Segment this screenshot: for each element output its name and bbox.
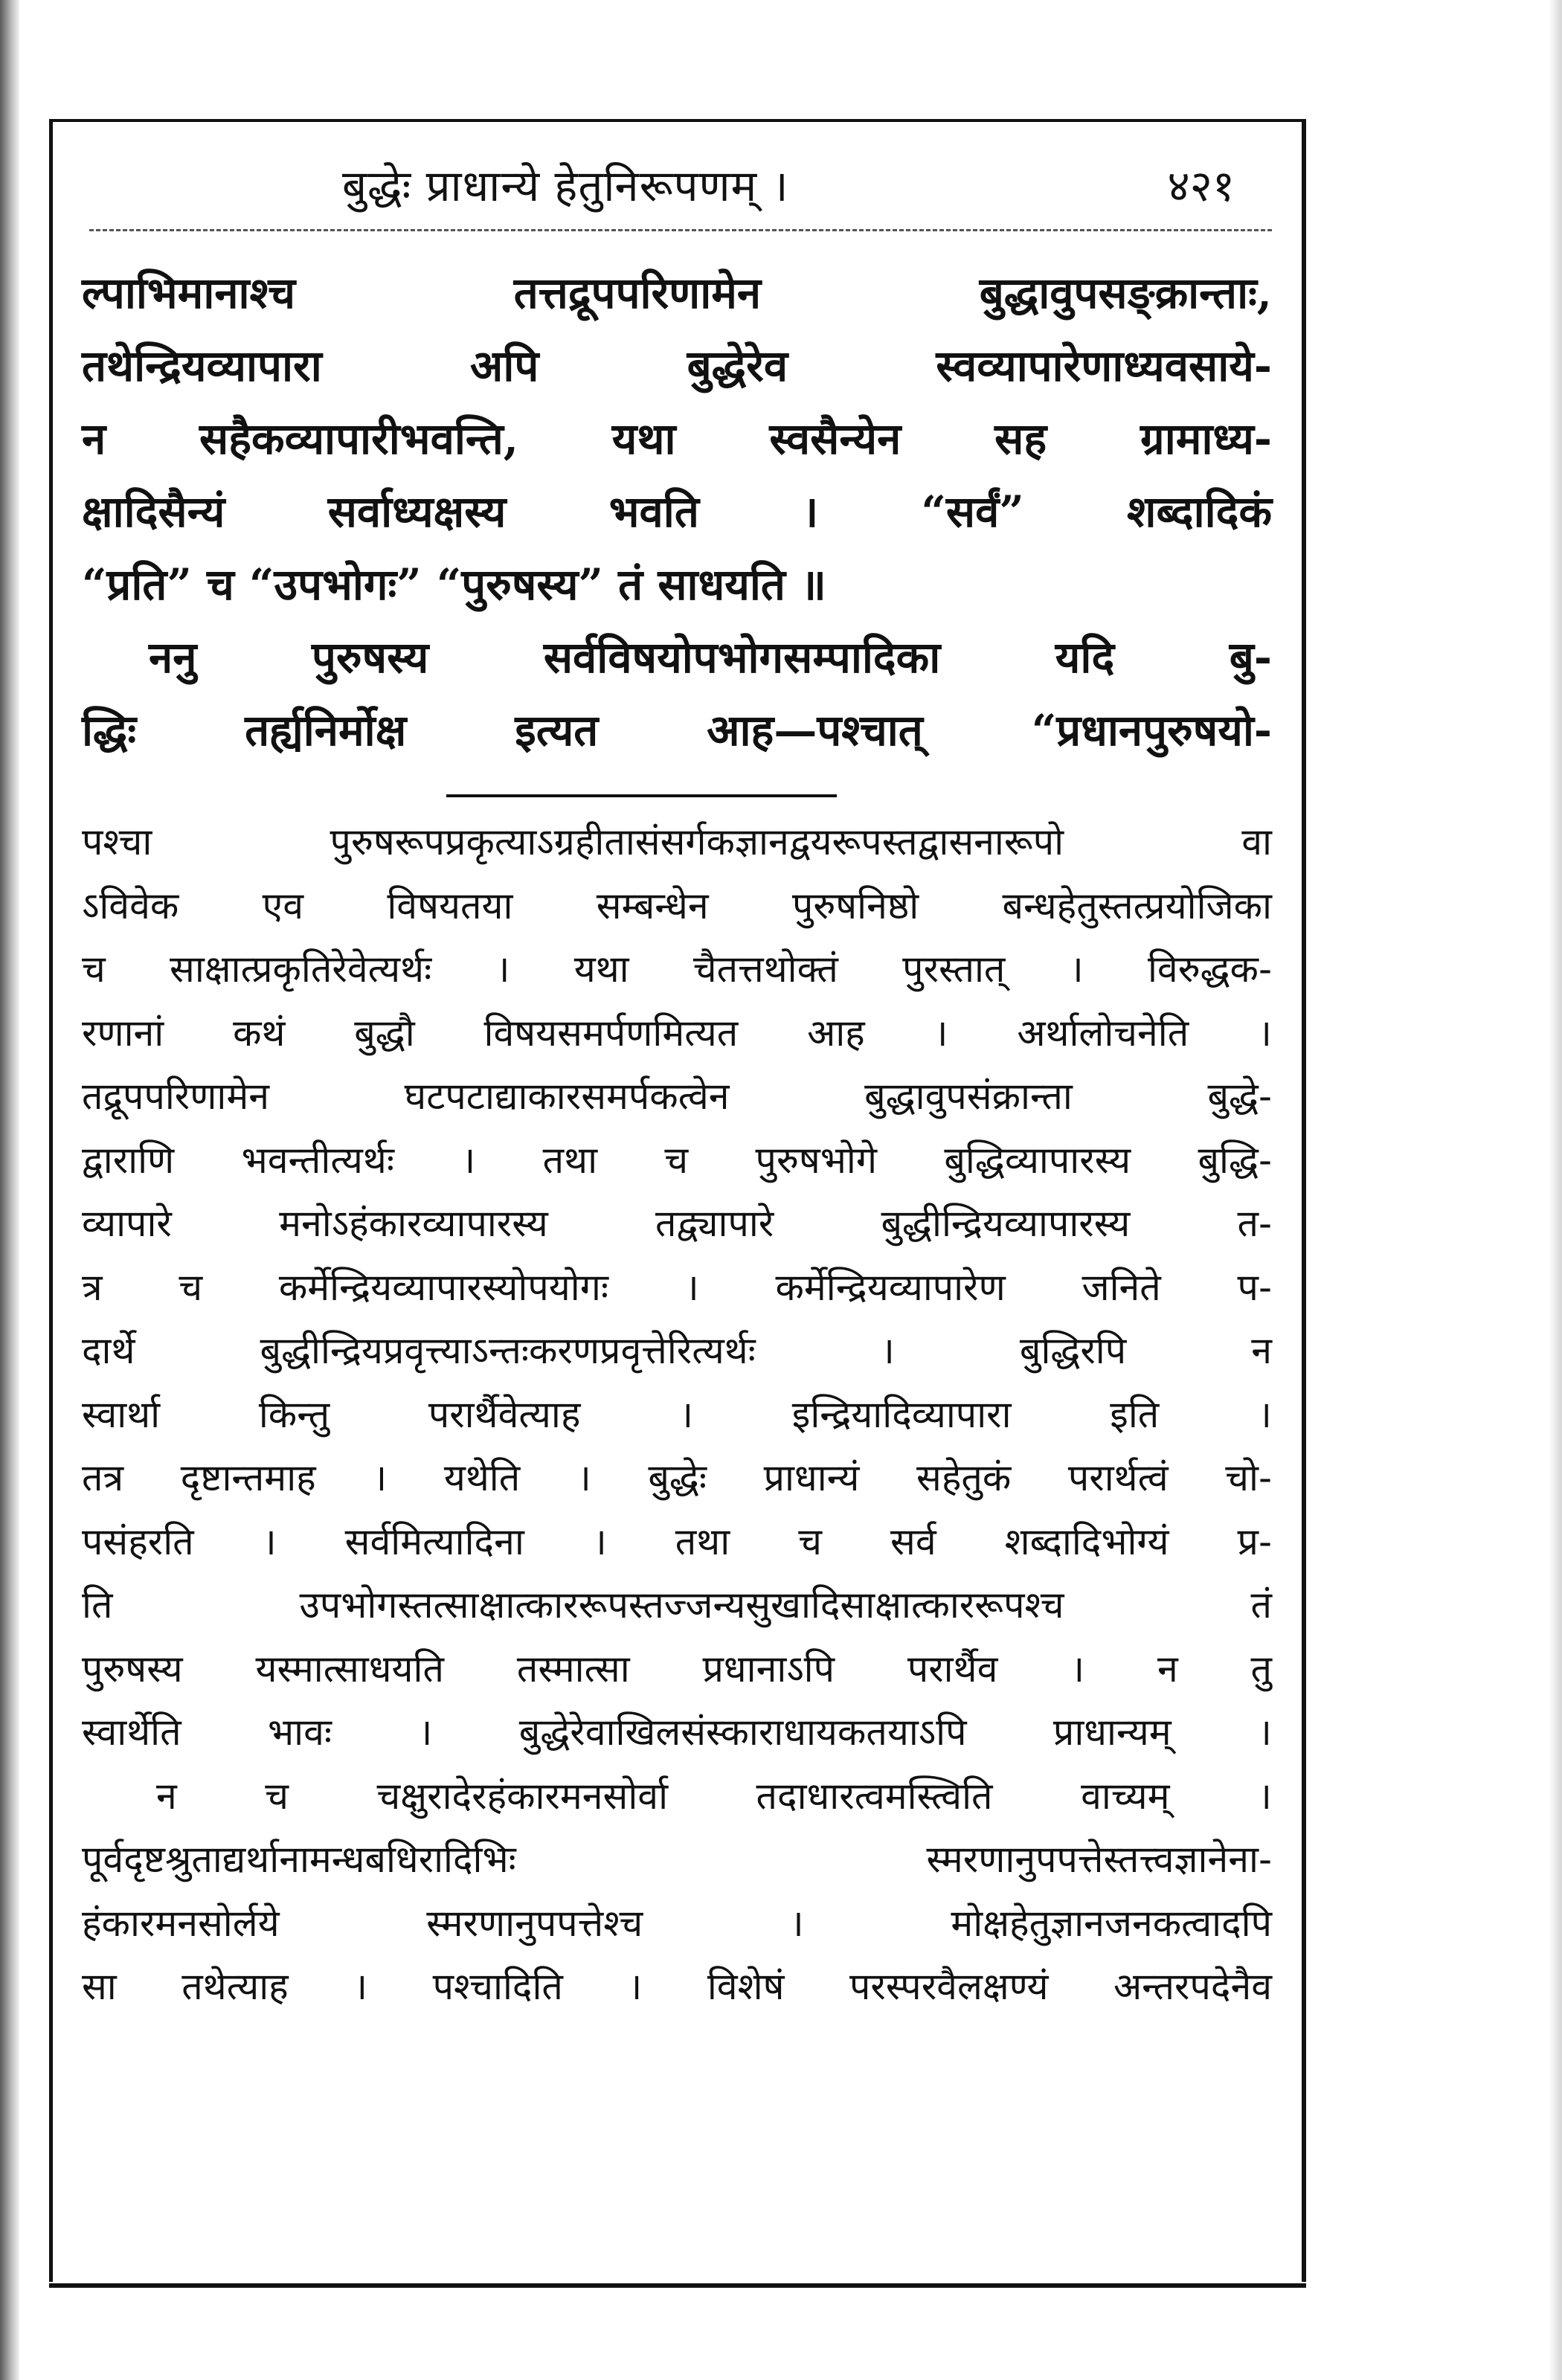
commentary-line: दार्थे बुद्धीन्द्रियप्रवृत्त्याऽन्तःकरणप्रवृत्तेरित्यर्थः । बुद्धिरपि न — [82, 1329, 1272, 1372]
commentary-line: तत्र दृष्टान्तमाह । यथेति । बुद्धेः प्राधान्यं सहेतुकं परार्थत्वं चो- — [82, 1456, 1272, 1499]
bottom-rule — [49, 2283, 1306, 2288]
commentary-line: हंकारमनसोर्लये स्मरणानुपपत्तेश्च । मोक्षहेतुज्ञानजनकत्वादपि — [82, 1901, 1272, 1945]
commentary-line: द्वाराणि भवन्तीत्यर्थः । तथा च पुरुषभोगे बुद्धिव्यापारस्य बुद्धि- — [82, 1138, 1272, 1182]
commentary-line: च साक्षात्प्रकृतिरेवेत्यर्थः । यथा चैतत्तथोक्तं पुरस्तात् । विरुद्धक- — [82, 948, 1272, 991]
commentary-line: पसंहरति । सर्वमित्यादिना । तथा च सर्व शब्दादिभोग्यं प्र- — [82, 1519, 1272, 1563]
root-text-block — [82, 257, 1272, 767]
page-header — [89, 152, 1264, 219]
commentary-line: त्र च कर्मेन्द्रियव्यापारस्योपयोगः । कर्मेन्द्रियव्यापारेण जनिते प- — [82, 1265, 1272, 1309]
page-number: ४२१ — [1167, 161, 1235, 211]
commentary-line: स्वार्थेति भावः । बुद्धेरेवाखिलसंस्काराधायकतयाऽपि प्राधान्यम् । — [82, 1711, 1272, 1754]
commentary-line: तद्रूपपरिणामेन घटपटाद्याकारसमर्पकत्वेन बुद्धावुपसंक्रान्ता बुद्धे- — [82, 1075, 1272, 1118]
commentary-line: ऽविवेक एव विषयतया सम्बन्धेन पुरुषनिष्ठो बन्धहेतुस्तत्प्रयोजिका — [82, 884, 1272, 927]
scan-shadow-left — [0, 0, 19, 2380]
root-text-line: ल्पाभिमानाश्च तत्तद्रूपपरिणामेन बुद्धावुपसङ्क्रान्ताः, — [82, 268, 1272, 318]
commentary-line: सा तथेत्याह । पश्चादिति । विशेषं परस्परवैलक्षण्यं अन्तरपदेनैव — [82, 1965, 1272, 2008]
commentary-line: ति उपभोगस्तत्साक्षात्काररूपस्तज्जन्यसुखादिसाक्षात्काररूपश्च तं — [82, 1583, 1272, 1627]
commentary-line: पुरुषस्य यस्मात्साधयति तस्मात्सा प्रधानाऽपि परार्थैव । न तु — [82, 1647, 1272, 1691]
root-text-line: ननु पुरुषस्य सर्वविषयोपभोगसम्पादिका यदि बु- — [149, 632, 1272, 683]
scan-shadow-right — [1549, 0, 1562, 2380]
commentary-line: व्यापारे मनोऽहंकारव्यापारस्य तद्व्यापारे बुद्धीन्द्रियव्यापारस्य त- — [82, 1202, 1272, 1245]
commentary-line: न च चक्षुरादेरहंकारमनसोर्वा तदाधारत्वमस्त्विति वाच्यम् । — [156, 1774, 1272, 1818]
commentary-line: पश्चा पुरुषरूपप्रकृत्याऽग्रहीतासंसर्गकज्ञानद्वयरूपस्तद्वासनारूपो वा — [82, 820, 1272, 863]
commentary-line: स्वार्था किन्तु परार्थैवेत्याह । इन्द्रियादिव्यापारा इति । — [82, 1392, 1272, 1436]
running-title: बुद्धेः प्राधान्ये हेतुनिरूपणम् । — [342, 161, 789, 211]
header-rule — [89, 229, 1272, 231]
commentary-block — [82, 811, 1272, 2019]
commentary-line: पूर्वदृष्टश्रुताद्यर्थानामन्धबधिरादिभिः स्मरणानुपपत्तेस्तत्त्वज्ञानेना- — [82, 1838, 1272, 1881]
root-text-line: न सहैकव्यापारीभवन्ति, यथा स्वसैन्येन सह ग्रामाध्य- — [82, 414, 1272, 464]
section-divider — [446, 794, 837, 797]
root-text-line: द्धिः तर्ह्यनिर्मोक्ष इत्यत आह—पश्चात् “प्रधानपुरुषयो- — [82, 705, 1272, 756]
root-text-line: क्षादिसैन्यं सर्वाध्यक्षस्य भवति । “सर्वं” शब्दादिकं — [82, 486, 1272, 537]
commentary-line: रणानां कथं बुद्धौ विषयसमर्पणमित्यत आह । अर्थालोचनेति । — [82, 1011, 1272, 1055]
root-text-line: “प्रति” च “उपभोगः” “पुरुषस्य” तं साधयति ॥ — [82, 559, 826, 610]
root-text-line: तथेन्द्रियव्यापारा अपि बुद्धेरेव स्वव्यापारेणाध्यवसाये- — [82, 341, 1272, 391]
